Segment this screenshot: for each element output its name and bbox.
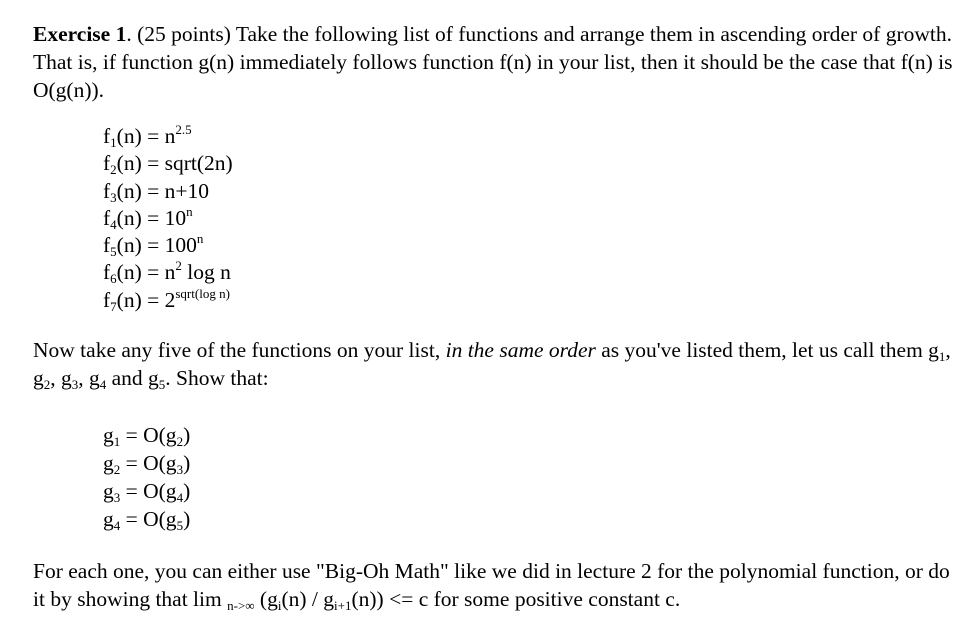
exercise-description: . (25 points) Take the following list of functions and arrange them in ascending order of growth. That is, if function g(n) immediately follows function f(n) in your list, then it should be the case that f(n) is O(g(n)). (33, 22, 953, 102)
exercise-page (33, 20, 953, 613)
exercise-intro (33, 20, 953, 104)
function-item: $f_5(n) = 100^n$ (103, 231, 204, 260)
relation-item: $g_4 = O(g_5)$ (103, 507, 191, 534)
now-paragraph: Now take any five of the functions on your list, in the same order as you've listed them, let us call them $g_1$, $g_2$, $g_3$, $g_4$ and $g_5$. Show that: (33, 338, 951, 393)
function-item: $f_7(n) = 2^{sqrt(log n)}$ (103, 285, 230, 314)
relation-item: $g_3 = O(g_4)$ (103, 479, 191, 506)
exercise-title: Exercise 1 (33, 22, 127, 46)
function-item: $f_2(n)$ = sqrt(2n) (103, 151, 233, 178)
function-item: $f_4(n) = 10^n$ (103, 203, 193, 232)
function-item: $f_6(n) = n^2$ log n (103, 258, 231, 287)
relation-list (103, 421, 953, 533)
function-item: $f_1(n) = n^{2.5}$ (103, 122, 192, 150)
function-list (103, 123, 953, 314)
relation-item: $g_1 = O(g_2)$ (103, 423, 191, 450)
relation-item: $g_2 = O(g_3)$ (103, 451, 191, 478)
final-paragraph: For each one, you can either use "Big-Oh Math" like we did in lecture 2 for the polynomial function, or do it by showing that lim $_{n->\infty}$ $(g_i(n) / g_{i+1}(n)) <= c$ for some positive constant c. (33, 559, 950, 614)
function-item: $f_3(n) = n+10$ (103, 178, 209, 205)
